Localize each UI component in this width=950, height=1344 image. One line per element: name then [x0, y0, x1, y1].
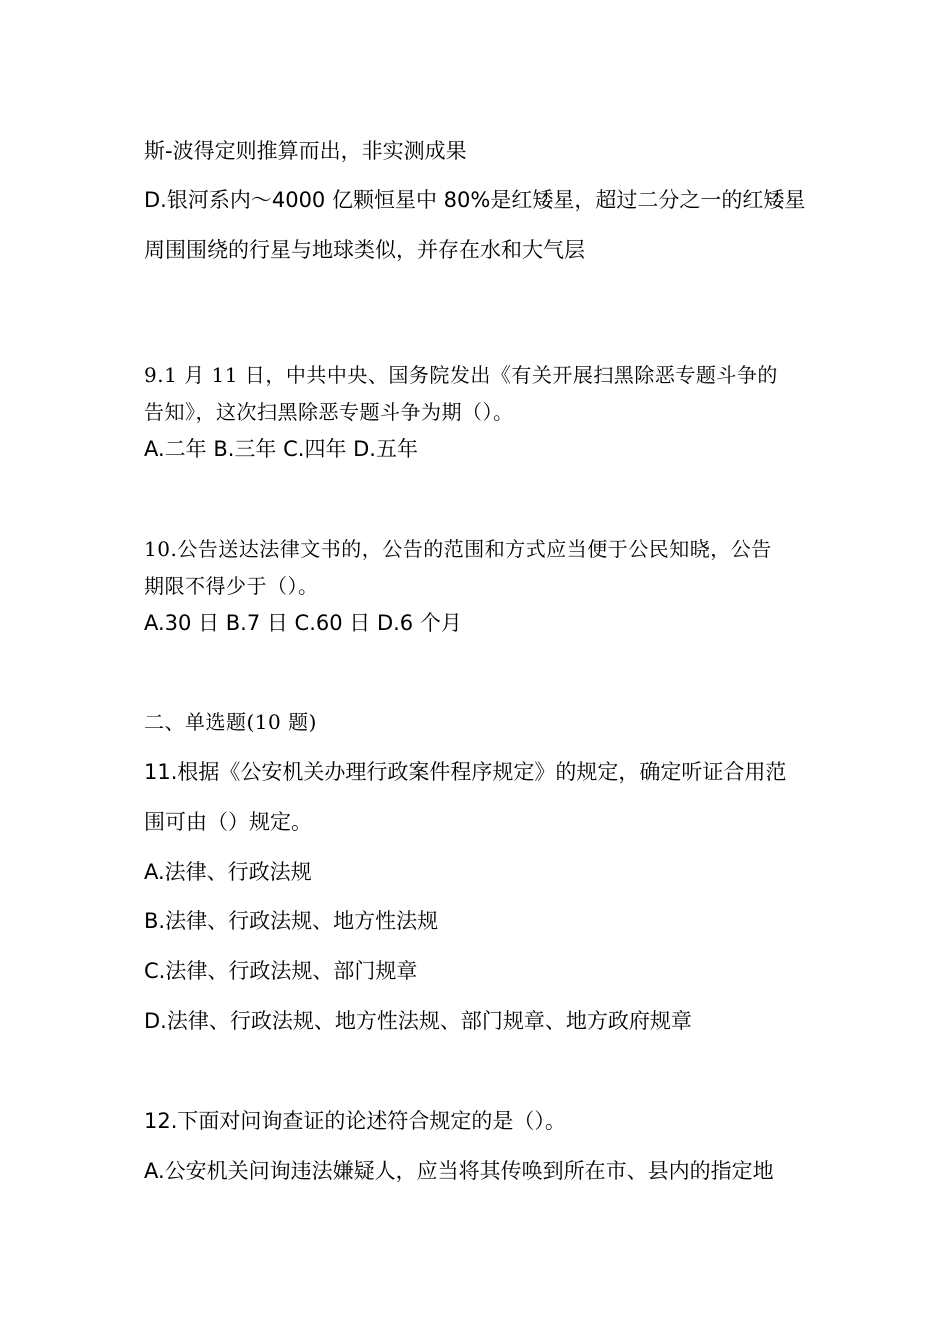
q12-question: 12.下面对问询查证的论述符合规定的是（）。: [144, 1109, 566, 1133]
q8-option-d-line2: 周围围绕的行星与地球类似，并存在水和大气层: [144, 238, 585, 262]
q11-question-line1: 11.根据《公安机关办理行政案件程序规定》的规定，确定听证合用范: [144, 760, 787, 784]
q8-option-d-continuation: 斯-波得定则推算而出，非实测成果: [144, 139, 467, 163]
q9-question-line1: 9.1 月 11 日，中共中央、国务院发出《有关开展扫黑除恶专题斗争的: [144, 363, 778, 387]
q8-option-d-line1: D.银河系内～4000 亿颗恒星中 80%是红矮星，超过二分之一的红矮星: [144, 188, 806, 212]
q10-question-line1: 10.公告送达法律文书的，公告的范围和方式应当便于公民知晓，公告: [144, 537, 772, 561]
section-heading: 二、单选题(10 题): [144, 710, 317, 734]
q10-options: A.30 日 B.7 日 C.60 日 D.6 个月: [144, 611, 462, 635]
q10-question-line2: 期限不得少于（）。: [144, 574, 319, 598]
q11-option-b: B.法律、行政法规、地方性法规: [144, 909, 439, 933]
q9-options: A.二年 B.三年 C.四年 D.五年: [144, 437, 418, 461]
q11-question-line2: 围可由（）规定。: [144, 810, 312, 834]
q11-option-d: D.法律、行政法规、地方性法规、部门规章、地方政府规章: [144, 1009, 692, 1033]
q9-question-line2: 告知》，这次扫黑除恶专题斗争为期（）。: [144, 400, 514, 424]
q11-option-c: C.法律、行政法规、部门规章: [144, 959, 418, 983]
q12-option-a-line1: A.公安机关问询违法嫌疑人，应当将其传唤到所在市、县内的指定地: [144, 1159, 774, 1183]
q11-option-a: A.法律、行政法规: [144, 860, 312, 884]
